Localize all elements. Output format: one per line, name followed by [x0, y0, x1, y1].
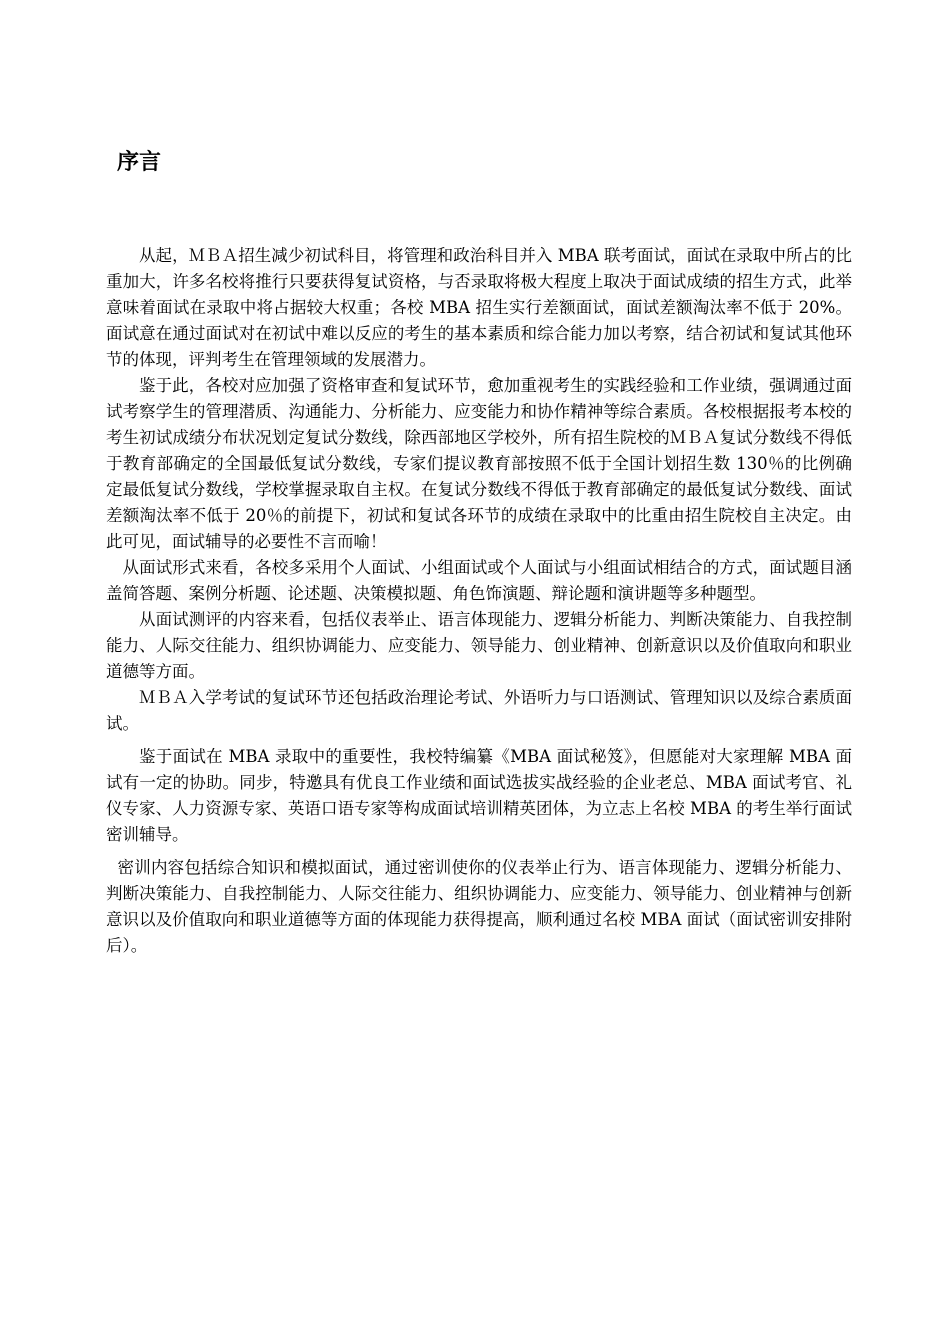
document-body	[106, 243, 852, 959]
paragraph-guide-intro: 鉴于面试在 MBA 录取中的重要性，我校特编纂《MBA 面试秘笈》，但愿能对大家理解 MBA 面试有一定的协助。同步，特邀具有优良工作业绩和面试选拔实战经验的企业老总、MBA 面试考官、礼仪专家、人力资源专家、英语口语专家等构成面试培训精英团体，为立志上名校 MBA 的考生举行面试密训辅导。	[106, 747, 852, 844]
paragraph-intro: 从起，ＭＢＡ招生减少初试科目，将管理和政治科目并入 MBA 联考面试，面试在录取中所占的比重加大，许多名校将推行只要获得复试资格，与否录取将极大程度上取决于面试成绩的招生方式，此举意味着面试在录取中将占据较大权重；各校 MBA 招生实行差额面试，面试差额淘汰率不低于 20%。面试意在通过面试对在初试中难以反应的考生的基本素质和综合能力加以考察，结合初试和复试其他环节的体现，评判考生在管理领域的发展潜力。	[106, 246, 852, 369]
paragraph-training-content: 密训内容包括综合知识和模拟面试，通过密训使你的仪表举止行为、语言体现能力、逻辑分析能力、判断决策能力、自我控制能力、人际交往能力、组织协调能力、应变能力、领导能力、创业精神与创新意识以及价值取向和职业道德等方面的体现能力获得提高，顺利通过名校 MBA 面试（面试密训安排附后）。	[106, 858, 852, 955]
page-title: 序言	[117, 150, 162, 175]
paragraph-evaluation-content: 从面试测评的内容来看，包括仪表举止、语言体现能力、逻辑分析能力、判断决策能力、自我控制能力、人际交往能力、组织协调能力、应变能力、领导能力、创业精神、创新意识以及价值取向和职业道德等方面。	[106, 610, 852, 681]
paragraph-interview-format: 从面试形式来看，各校多采用个人面试、小组面试或个人面试与小组面试相结合的方式，面试题目涵盖简答题、案例分析题、论述题、决策模拟题、角色饰演题、辩论题和演讲题等多种题型。	[106, 558, 852, 603]
paragraph-review: 鉴于此，各校对应加强了资格审查和复试环节，愈加重视考生的实践经验和工作业绩，强调通过面试考察学生的管理潜质、沟通能力、分析能力、应变能力和协作精神等综合素质。各校根据报考本校的考生初试成绩分布状况划定复试分数线，除西部地区学校外，所有招生院校的ＭＢＡ复试分数线不得低于教育部确定的全国最低复试分数线，专家们提议教育部按照不低于全国计划招生数 130％的比例确定最低复试分数线，学校掌握录取自主权。在复试分数线不得低于教育部确定的最低复试分数线、面试差额淘汰率不低于 20％的前提下，初试和复试各环节的成绩在录取中的比重由招生院校自主决定。由此可见，面试辅导的必要性不言而喻！	[106, 376, 852, 551]
paragraph-retest-sections: ＭＢＡ入学考试的复试环节还包括政治理论考试、外语听力与口语测试、管理知识以及综合素质面试。	[106, 688, 852, 733]
